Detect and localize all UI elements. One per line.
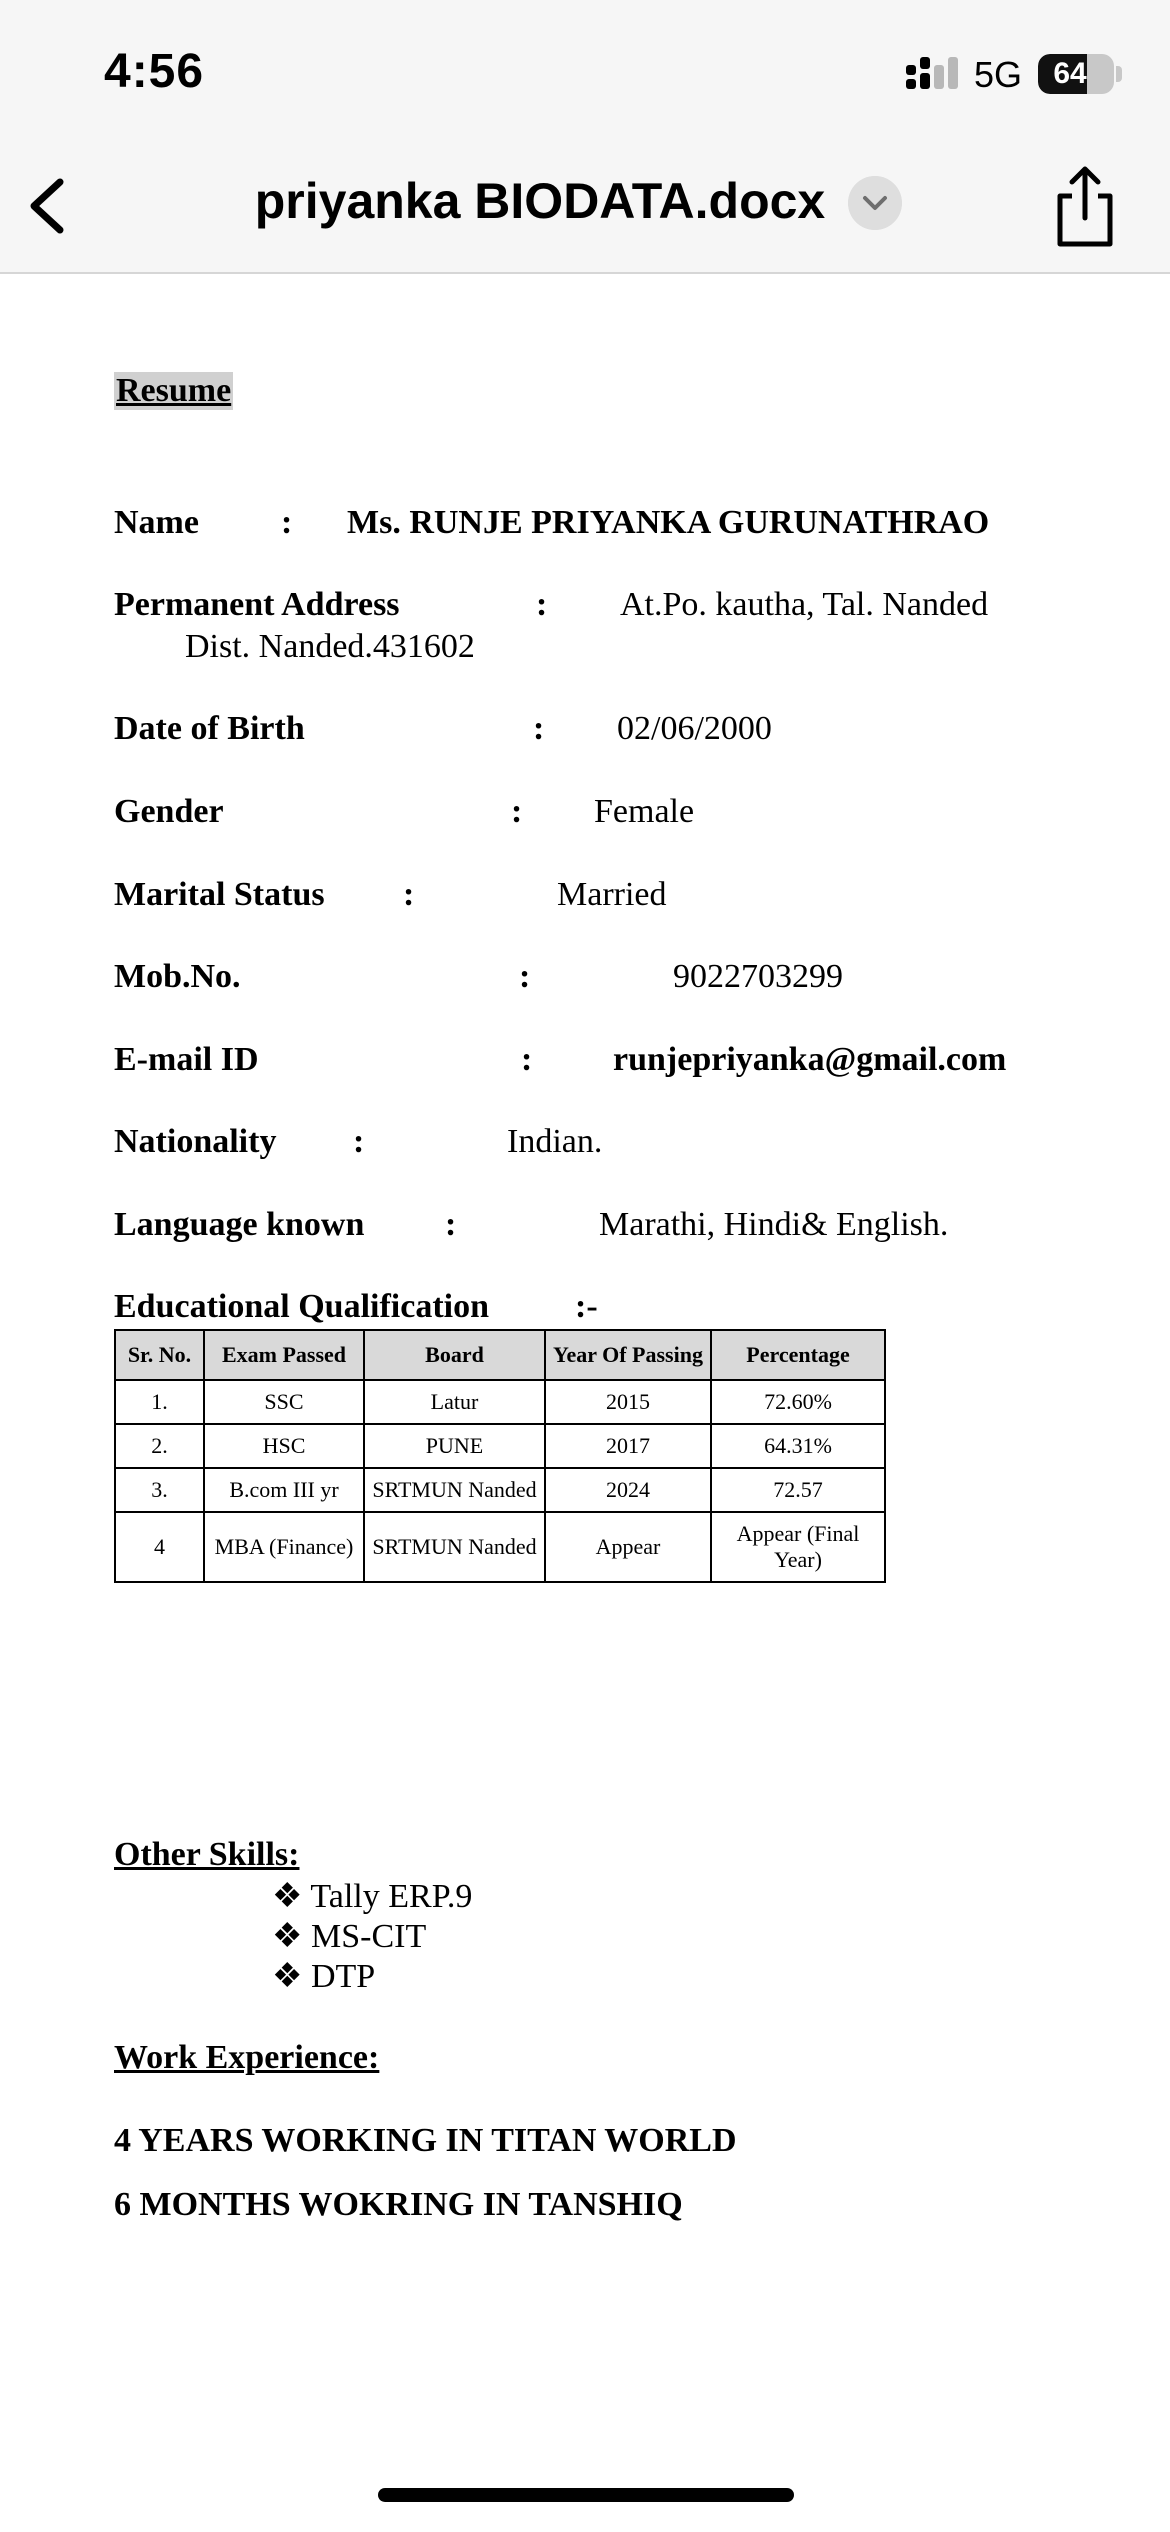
- languages-label: Language known: [114, 1206, 365, 1243]
- email-colon: :: [521, 1041, 533, 1078]
- table-cell: Appear (Final Year): [711, 1512, 885, 1582]
- table-cell: 72.57: [711, 1468, 885, 1512]
- education-heading: Educational Qualification: [114, 1288, 489, 1325]
- nationality-colon: :: [353, 1123, 365, 1160]
- table-cell: 2024: [545, 1468, 711, 1512]
- mobile-value: 9022703299: [673, 958, 843, 995]
- languages-value: Marathi, Hindi& English.: [599, 1206, 949, 1243]
- bullet-icon: ❖: [272, 1918, 303, 1955]
- table-cell: SRTMUN Nanded: [364, 1512, 545, 1582]
- gender-value: Female: [594, 793, 695, 830]
- table-cell: MBA (Finance): [204, 1512, 364, 1582]
- address-value-line2: Dist. Nanded.431602: [185, 628, 475, 665]
- skill-label: DTP: [310, 1958, 376, 1995]
- experience-line: 4 YEARS WORKING IN TITAN WORLD: [114, 2122, 737, 2159]
- document-title[interactable]: priyanka BIODATA.docx: [254, 173, 826, 229]
- home-indicator[interactable]: [378, 2488, 794, 2502]
- table-cell: 64.31%: [711, 1424, 885, 1468]
- battery-icon: [1038, 54, 1114, 94]
- resume-heading: Resume: [116, 372, 232, 409]
- nationality-label: Nationality: [114, 1123, 277, 1160]
- mobile-label: Mob.No.: [114, 958, 241, 995]
- table-cell: 2.: [115, 1424, 204, 1468]
- list-item: [272, 1956, 375, 1996]
- table-cell: HSC: [204, 1424, 364, 1468]
- battery-nub: [1116, 66, 1122, 82]
- address-label: Permanent Address: [114, 586, 400, 623]
- name-label: Name: [114, 504, 199, 541]
- marital-status-colon: :: [403, 876, 415, 913]
- column-header: Sr. No.: [115, 1330, 204, 1380]
- column-header: Year Of Passing: [545, 1330, 711, 1380]
- table-row: [115, 1380, 885, 1424]
- table-cell: 2015: [545, 1380, 711, 1424]
- experience-line: 6 MONTHS WOKRING IN TANSHIQ: [114, 2186, 683, 2223]
- column-header: Board: [364, 1330, 545, 1380]
- dob-colon: :: [533, 710, 545, 747]
- table-cell: SSC: [204, 1380, 364, 1424]
- column-header: Percentage: [711, 1330, 885, 1380]
- table-cell: 72.60%: [711, 1380, 885, 1424]
- table-cell: SRTMUN Nanded: [364, 1468, 545, 1512]
- navigation-bar: [0, 150, 1170, 274]
- table-cell: Appear: [545, 1512, 711, 1582]
- network-type-label: 5G: [974, 54, 1023, 95]
- education-heading-suffix: :-: [575, 1288, 598, 1325]
- marital-status-value: Married: [557, 876, 667, 913]
- address-value-line1: At.Po. kautha, Tal. Nanded: [620, 586, 989, 623]
- bullet-icon: ❖: [272, 1958, 303, 1995]
- gender-colon: :: [511, 793, 523, 830]
- experience-heading: Work Experience:: [114, 2039, 380, 2076]
- table-row: [115, 1512, 885, 1582]
- table-cell: 4: [115, 1512, 204, 1582]
- languages-colon: :: [445, 1206, 457, 1243]
- cellular-signal-icon: [906, 55, 960, 95]
- table-row: [115, 1468, 885, 1512]
- skill-label: MS-CIT: [310, 1918, 427, 1955]
- dob-value: 02/06/2000: [617, 710, 772, 747]
- battery-percentage: 64: [1053, 57, 1087, 90]
- list-item: [272, 1916, 426, 1956]
- table-row: [115, 1424, 885, 1468]
- address-colon: :: [536, 586, 548, 623]
- chevron-down-icon[interactable]: [848, 176, 902, 230]
- table-header-row: [115, 1330, 885, 1380]
- table-cell: 3.: [115, 1468, 204, 1512]
- table-cell: 2017: [545, 1424, 711, 1468]
- marital-status-label: Marital Status: [114, 876, 325, 913]
- education-table: [114, 1329, 886, 1583]
- document-page: [0, 276, 1170, 2532]
- table-cell: 1.: [115, 1380, 204, 1424]
- email-label: E-mail ID: [114, 1041, 259, 1078]
- column-header: Exam Passed: [204, 1330, 364, 1380]
- dob-label: Date of Birth: [114, 710, 305, 747]
- skills-heading: Other Skills:: [114, 1836, 300, 1873]
- skill-label: Tally ERP.9: [310, 1878, 473, 1915]
- bullet-icon: ❖: [272, 1878, 303, 1915]
- share-icon[interactable]: [1048, 164, 1122, 250]
- status-bar: [0, 0, 1170, 150]
- gender-label: Gender: [114, 793, 224, 830]
- nationality-value: Indian.: [507, 1123, 603, 1160]
- table-cell: Latur: [364, 1380, 545, 1424]
- email-value: runjepriyanka@gmail.com: [613, 1041, 1007, 1078]
- list-item: [272, 1876, 472, 1916]
- table-cell: PUNE: [364, 1424, 545, 1468]
- name-colon: :: [281, 504, 293, 541]
- mobile-colon: :: [519, 958, 531, 995]
- name-value: Ms. RUNJE PRIYANKA GURUNATHRAO: [347, 504, 990, 541]
- status-time: 4:56: [104, 45, 205, 98]
- table-cell: B.com III yr: [204, 1468, 364, 1512]
